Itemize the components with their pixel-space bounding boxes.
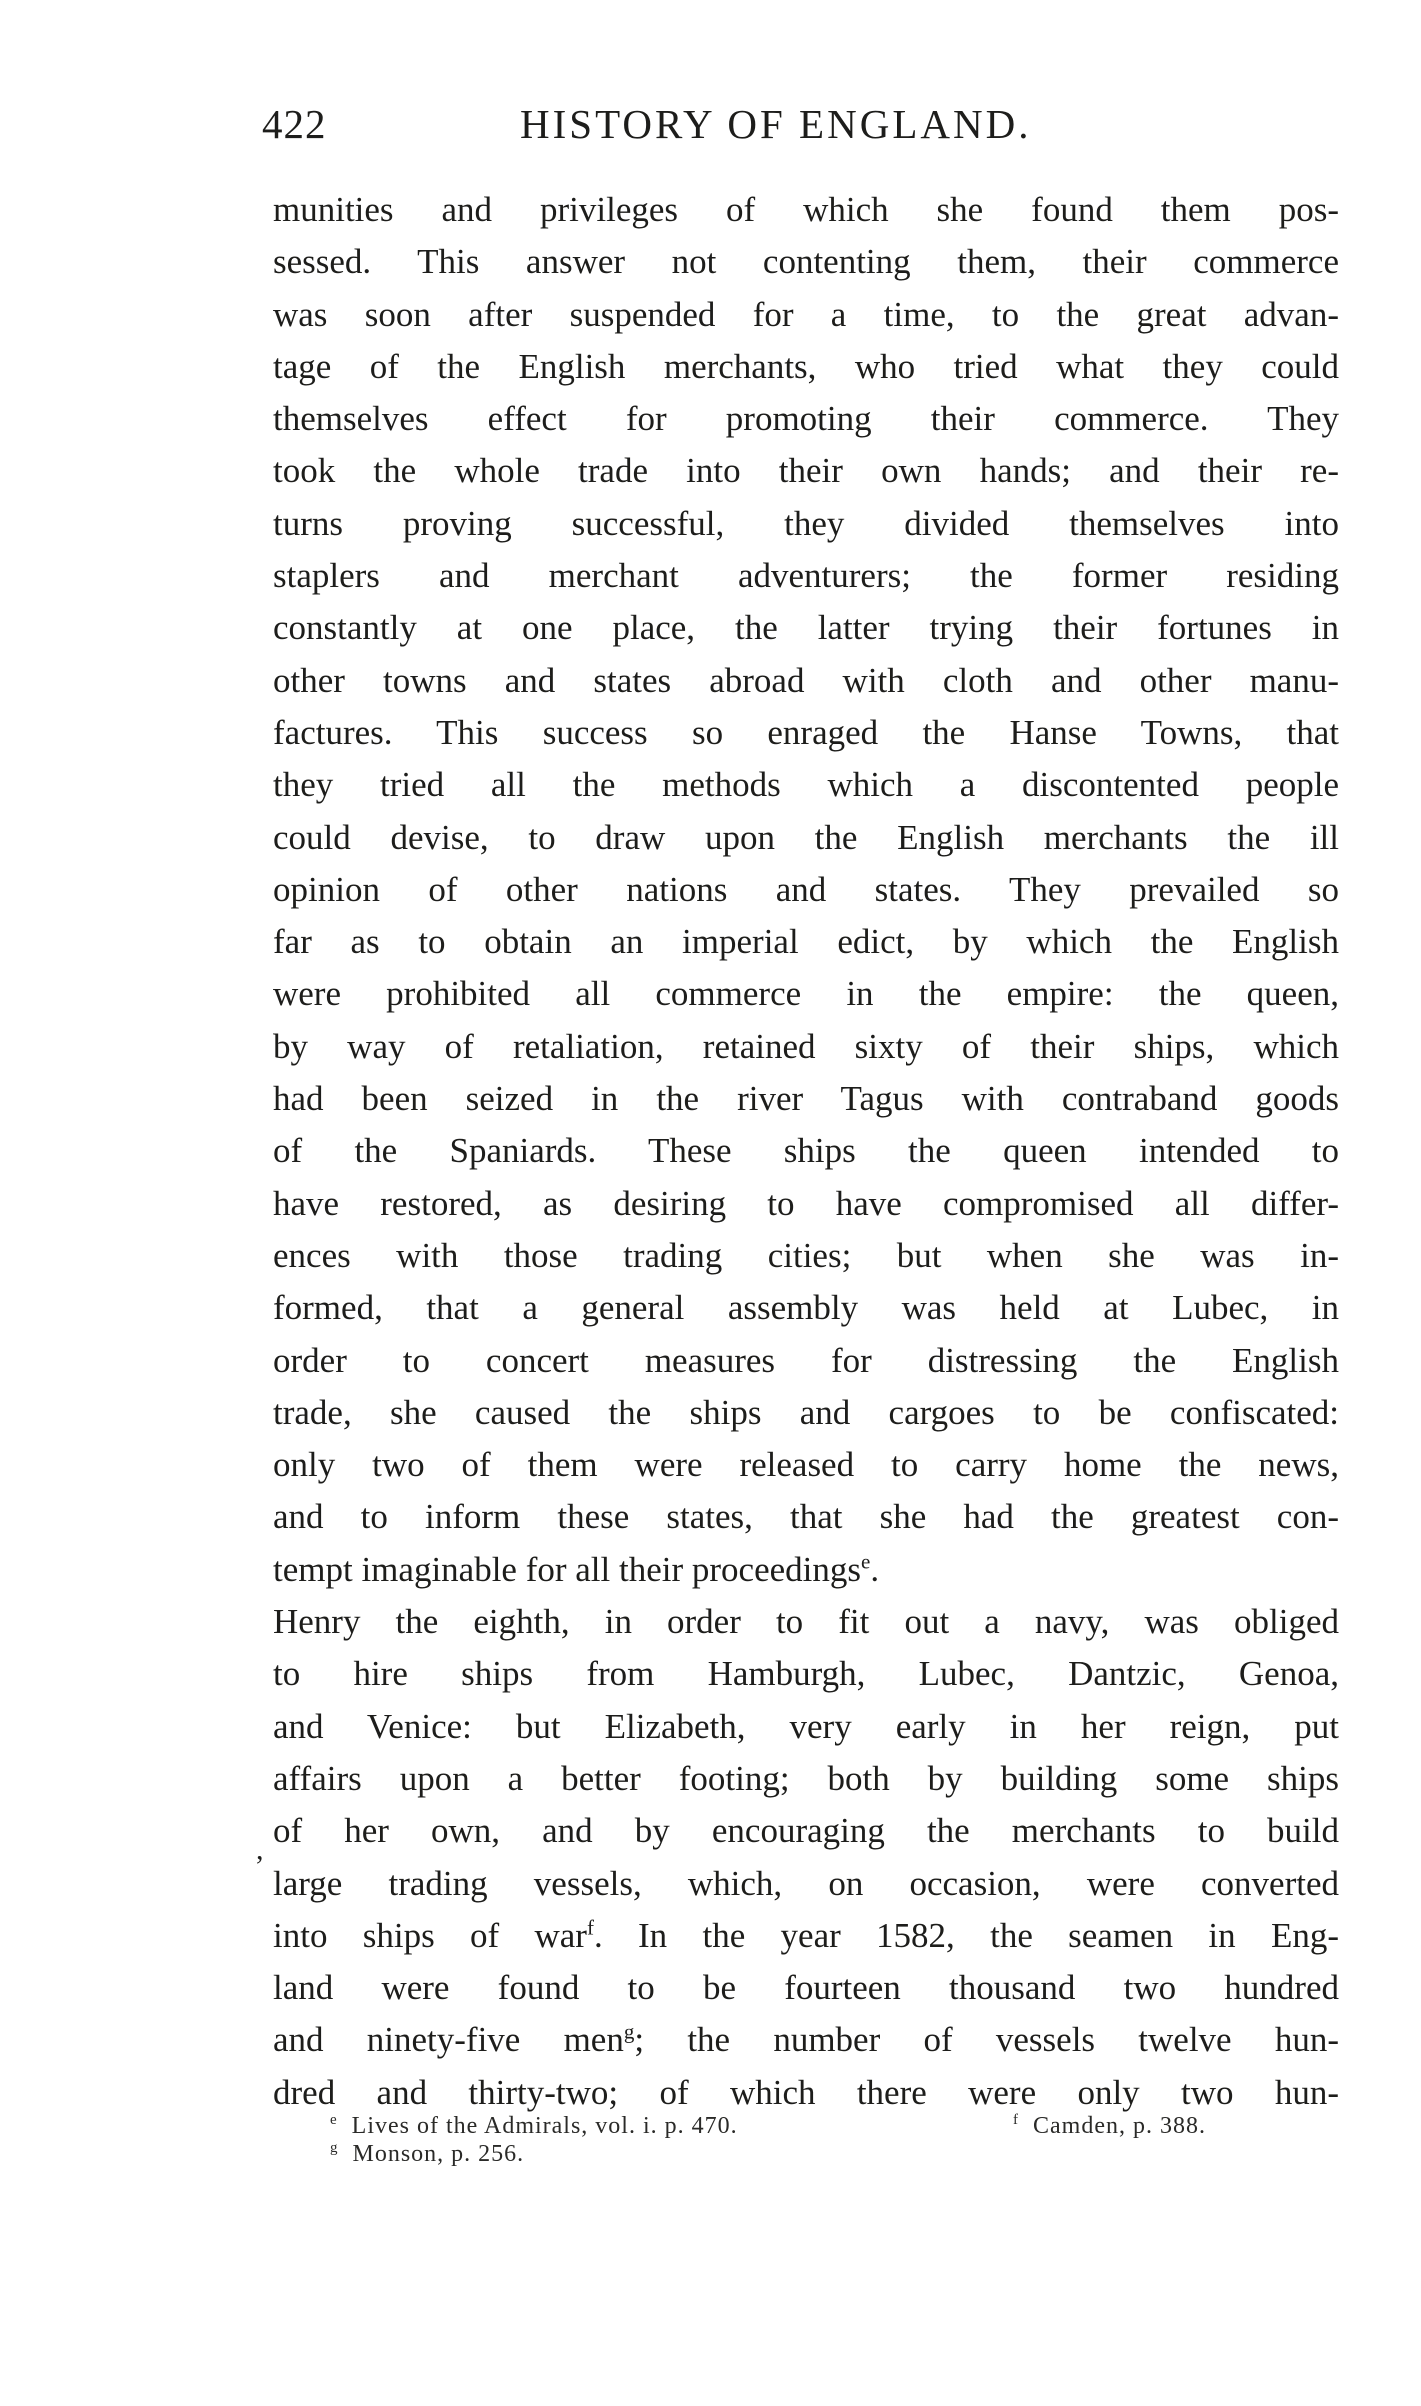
text-line: were prohibited all commerce in the empire: the queen, xyxy=(273,974,1339,1014)
text-line: constantly at one place, the latter trying their fortunes in xyxy=(273,608,1339,648)
text-line: of her own, and by encouraging the merchants to build xyxy=(273,1811,1339,1851)
running-title: HISTORY OF ENGLAND. xyxy=(520,101,1032,147)
text-line: trade, she caused the ships and cargoes to be confiscated: xyxy=(273,1392,1339,1432)
text-line: sessed. This answer not contenting them, their commerce xyxy=(273,242,1339,282)
text-line: was soon after suspended for a time, to the great advan- xyxy=(273,294,1339,334)
line-text: and ninety-five men xyxy=(273,2020,624,2060)
footnote-e xyxy=(330,2112,738,2140)
text-line xyxy=(273,1544,1339,1596)
footnote-ref-g[interactable]: g xyxy=(623,2019,635,2044)
text-line: far as to obtain an imperial edict, by which the English xyxy=(273,922,1339,962)
text-line: took the whole trade into their own hands; and their re- xyxy=(273,451,1339,491)
text-line xyxy=(273,2014,1339,2066)
page-header xyxy=(262,96,1340,152)
text-line: staplers and merchant adventurers; the former residing xyxy=(273,556,1339,596)
text-line: and Venice: but Elizabeth, very early in her reign, put xyxy=(273,1706,1339,1746)
text-line: affairs upon a better footing; both by building some ships xyxy=(273,1758,1339,1798)
footnote-text: Monson, p. 256. xyxy=(352,2141,525,2167)
text-line: to hire ships from Hamburgh, Lubec, Dantzic, Genoa, xyxy=(273,1654,1339,1694)
page-number: 422 xyxy=(262,101,327,147)
footnote-f xyxy=(1013,2112,1206,2140)
margin-mark: , xyxy=(256,1833,264,1866)
text-line: large trading vessels, which, on occasion, were converted xyxy=(273,1863,1339,1903)
footnote-mark: g xyxy=(330,2140,339,2156)
text-line: dred and thirty-two; of which there were only two hun- xyxy=(273,2072,1339,2112)
text-line: ences with those trading cities; but when she was in- xyxy=(273,1235,1339,1275)
footnote-text: Lives of the Admirals, vol. i. p. 470. xyxy=(351,2113,738,2139)
text-line: could devise, to draw upon the English merchants the ill xyxy=(273,817,1339,857)
text-line xyxy=(273,1910,1339,1962)
text-line: of the Spaniards. These ships the queen intended to xyxy=(273,1131,1339,1171)
line-text: into ships of war xyxy=(273,1915,587,1955)
text-line: land were found to be fourteen thousand two hundred xyxy=(273,1968,1339,2008)
text-line: factures. This success so enraged the Hanse Towns, that xyxy=(273,712,1339,752)
text-line: formed, that a general assembly was held at Lubec, in xyxy=(273,1288,1339,1328)
text-line: munities and privileges of which she found them pos- xyxy=(273,190,1339,229)
text-line: themselves effect for promoting their commerce. They xyxy=(273,399,1339,439)
text-line: and to inform these states, that she had the greatest con- xyxy=(273,1497,1339,1537)
text-line: opinion of other nations and states. They prevailed so xyxy=(273,869,1339,909)
footnote-mark: f xyxy=(1013,2112,1019,2128)
line-text: tempt imaginable for all their proceedings xyxy=(273,1549,861,1589)
footnote-g xyxy=(330,2140,524,2168)
line-text: . In the year 1582, the seamen in Eng- xyxy=(593,1915,1339,1955)
text-line: order to concert measures for distressing the English xyxy=(273,1340,1339,1380)
footnote-ref-e[interactable]: e xyxy=(861,1549,871,1574)
text-line: other towns and states abroad with cloth and other manu- xyxy=(273,660,1339,700)
footnote-mark: e xyxy=(330,2112,338,2128)
text-line: turns proving successful, they divided themselves into xyxy=(273,503,1339,543)
line-text: ; the number of vessels twelve hun- xyxy=(634,2020,1339,2060)
text-line: tage of the English merchants, who tried what they could xyxy=(273,346,1339,386)
text-line: only two of them were released to carry home the news, xyxy=(273,1445,1339,1485)
text-line: had been seized in the river Tagus with contraband goods xyxy=(273,1079,1339,1119)
text-line: have restored, as desiring to have compromised all differ- xyxy=(273,1183,1339,1223)
text-line: they tried all the methods which a discontented people xyxy=(273,765,1339,805)
text-line: by way of retaliation, retained sixty of their ships, which xyxy=(273,1026,1339,1066)
text-line: Henry the eighth, in order to fit out a navy, was obliged xyxy=(273,1602,1339,1642)
body-text xyxy=(273,184,1339,2119)
line-text: . xyxy=(870,1549,880,1589)
footnote-text: Camden, p. 388. xyxy=(1033,2113,1206,2139)
footnote-ref-f[interactable]: f xyxy=(586,1915,594,1940)
